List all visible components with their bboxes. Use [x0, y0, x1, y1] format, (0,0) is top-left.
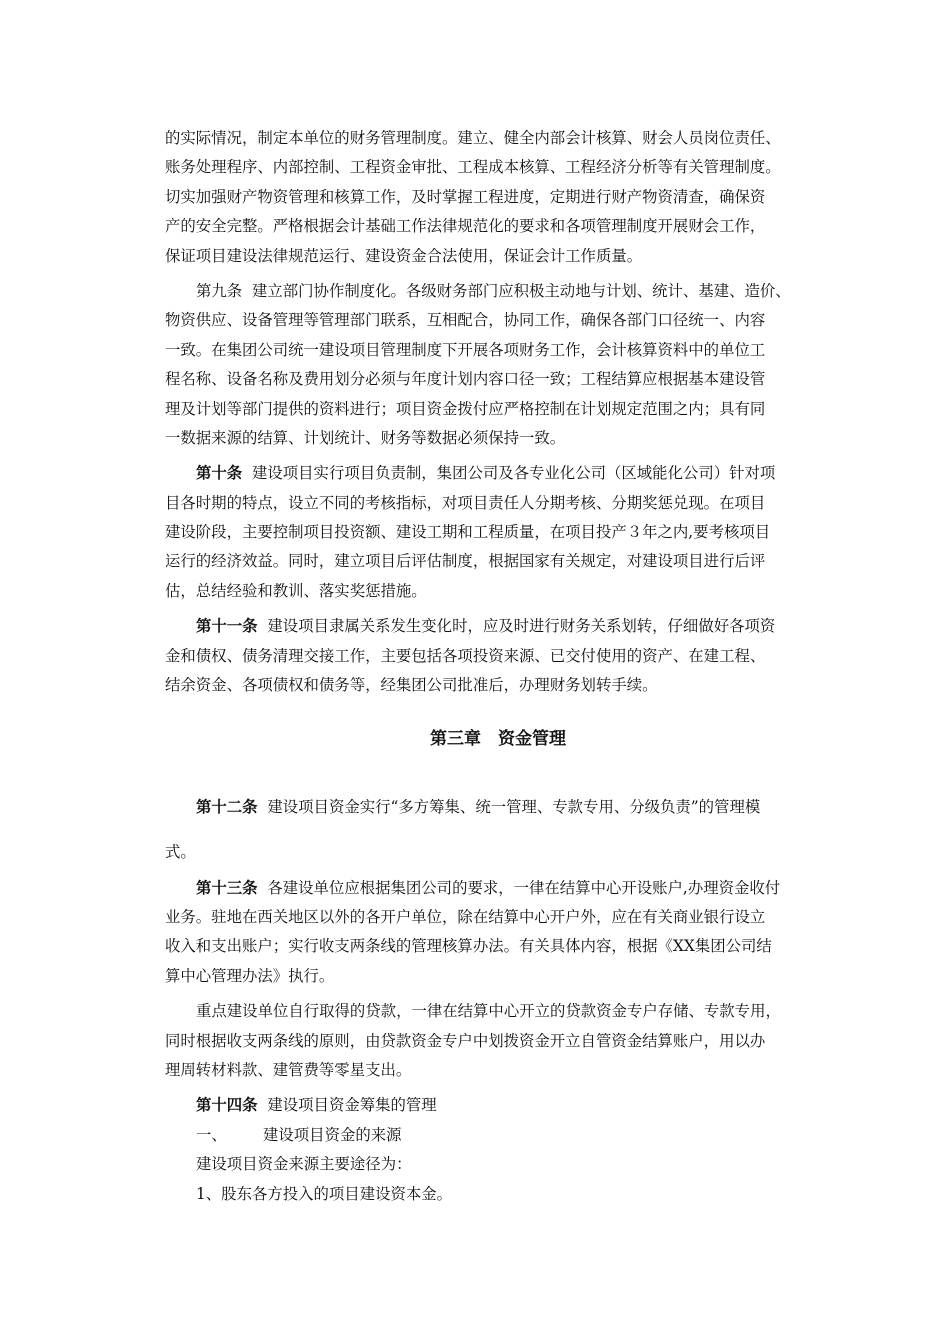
article-12-first-line: 第十二条 建设项目资金实行“多方筹集、统一管理、专款专用、分级负责”的管理模 [196, 797, 761, 816]
text-line: 的实际情况，制定本单位的财务管理制度。建立、健全内部会计核算、财会人员岗位责任、 [165, 129, 781, 147]
text-line: 保证项目建设法律规范运行、建设资金合法使用，保证会计工作质量。 [165, 246, 643, 265]
list-item-1 [165, 1121, 831, 1150]
article-13 [165, 874, 831, 992]
text-line: 收入和支出账户；实行收支两条线的管理核算办法。有关具体内容，根据《XX集团公司结 [165, 937, 772, 956]
article-9-first-line: 第九条 建立部门协作制度化。各级财务部门应积极主动地与计划、统计、基建、造价、 [196, 281, 791, 300]
text-line: 金和债权、债务清理交接工作，主要包括各项投资来源、已交付使用的资产、在建工程、 [165, 646, 766, 665]
article-11-label: 第十一条 [196, 617, 258, 636]
text-line: 一致。在集团公司统一建设项目管理制度下开展各项财务工作，会计核算资料中的单位工 [165, 340, 766, 359]
text-line: 目各时期的特点，设立不同的考核指标，对项目责任人分期考核、分期奖惩兑现。在项目 [165, 493, 766, 512]
sources-intro: 建设项目资金来源主要途径为： [196, 1155, 412, 1174]
article-9 [165, 277, 831, 453]
document-body [165, 124, 831, 1209]
text-line: 程名称、设备名称及费用划分必须与年度计划内容口径一致；工程结算应根据基本建设管 [165, 370, 766, 389]
article-13-label: 第十三条 [196, 878, 258, 897]
text-line: 账务处理程序、内部控制、工程资金审批、工程成本核算、工程经济分析等有关管理制度。 [165, 158, 781, 177]
text-line: 理及计划等部门提供的资料进行；项目资金拨付应严格控制在计划规定范围之内；具有同 [165, 399, 766, 418]
text-line: 理周转材料款、建管费等零星支出。 [165, 1060, 412, 1079]
source-item-1: 1、股东各方投入的项目建设资本金。 [196, 1184, 453, 1203]
chapter-3-heading: 第三章 资金管理 [430, 729, 566, 750]
article-12-label: 第十二条 [196, 797, 258, 816]
text-line: 建设阶段，主要控制项目投资额、建设工期和工程质量，在项目投产３年之内,要考核项目 [165, 523, 771, 542]
article-12 [165, 793, 831, 868]
text-line: 重点建设单位自行取得的贷款，一律在结算中心开立的贷款资金专户存储、专款专用， [196, 1002, 781, 1021]
text-line: 产的安全完整。严格根据会计基础工作法律规范化的要求和各项管理制度开展财会工作， [165, 217, 766, 236]
article-13-first-line: 第十三条 各建设单位应根据集团公司的要求，一律在结算中心开设账户,办理资金收付 [196, 878, 781, 897]
article-10-label: 第十条 [196, 464, 243, 483]
text-line: 同时根据收支两条线的原则，由贷款资金专户中划拨资金开立自管资金结算账户，用以办 [165, 1031, 766, 1050]
text-line: 运行的经济效益。同时，建立项目后评估制度，根据国家有关规定，对建设项目进行后评 [165, 552, 766, 571]
text-line: 物资供应、设备管理等管理部门联系，互相配合，协同工作，确保各部门口径统一、内容 [165, 311, 766, 330]
article-11 [165, 612, 831, 700]
article-9-label: 第九条 [196, 281, 243, 300]
text-line: 结余资金、各项债权和债务等，经集团公司批准后，办理财务划转手续。 [165, 676, 658, 695]
article-10 [165, 459, 831, 606]
list-item-number: 一、 [196, 1125, 227, 1144]
article-14-label: 第十四条 [196, 1096, 258, 1115]
text-line: 算中心管理办法》执行。 [165, 966, 335, 985]
text-line: 一数据来源的结算、计划统计、财务等数据必须保持一致。 [165, 428, 566, 447]
text-line: 估，总结经验和教训、落实奖惩措施。 [165, 581, 427, 600]
text-line: 切实加强财产物资管理和核算工作，及时掌握工程进度，定期进行财产物资清查，确保资 [165, 187, 766, 206]
paragraph-loans [165, 997, 831, 1085]
list-item-text: 建设项目资金的来源 [263, 1125, 402, 1144]
article-11-first-line: 第十一条 建设项目隶属关系发生变化时，应及时进行财务关系划转，仔细做好各项资 [196, 617, 776, 636]
text-line: 业务。驻地在西关地区以外的各开户单位，除在结算中心开户外，应在有关商业银行设立 [165, 907, 766, 926]
article-14: 第十四条 建设项目资金筹集的管理 [196, 1096, 437, 1115]
text-line: 式。 [165, 843, 196, 862]
article-10-first-line: 第十条 建设项目实行项目负责制，集团公司及各专业化公司（区域能化公司）针对项 [196, 464, 776, 483]
paragraph-management-system [165, 124, 831, 271]
